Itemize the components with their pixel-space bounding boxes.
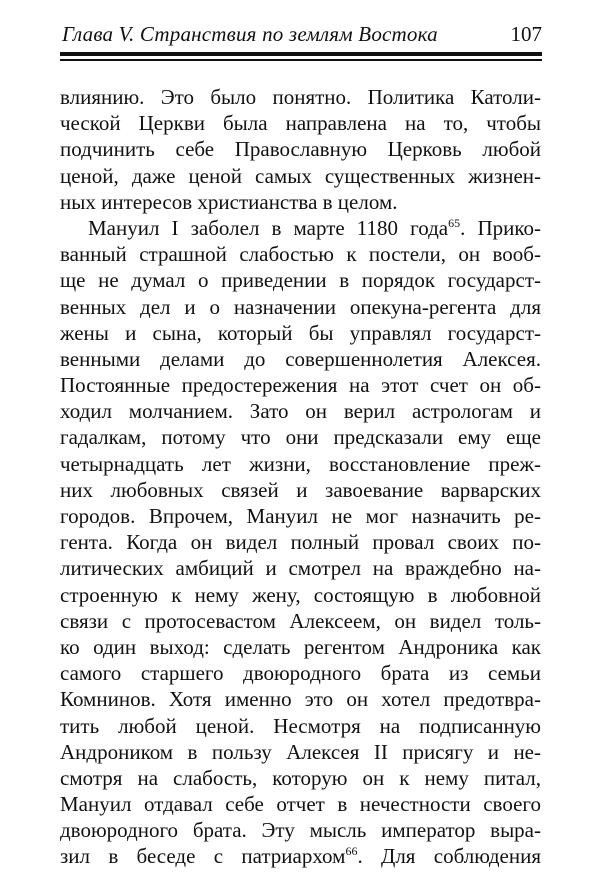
text-line: связи с протосевастом Алексеем, он видел толь- xyxy=(60,608,541,633)
text-line: Комнинов. Хотя именно это он хотел предотвра- xyxy=(60,687,541,712)
text-line: ных интересов христианства в целом. xyxy=(60,189,398,214)
text-segment: . Для соблюдения xyxy=(357,844,541,869)
text-line: подчинить себе Православную Церковь любой xyxy=(60,137,541,162)
paragraph-2 xyxy=(60,215,541,870)
text-line: гента. Когда он видел полный провал своих по- xyxy=(60,530,541,555)
text-line: Постоянные предостережения на этот счет он об- xyxy=(60,373,541,398)
text-line: жены и сына, который бы управлял государст- xyxy=(60,320,541,345)
text-line: влиянию. Это было понятно. Политика Католи- xyxy=(60,85,541,109)
header-rule-thick xyxy=(60,52,542,56)
text-line: смотря на слабость, которую он к нему питал, xyxy=(60,765,541,790)
text-line: четырнадцать лет жизни, восстановление преж- xyxy=(60,451,541,476)
text-line: строенную к нему жену, состоящую в любовной xyxy=(60,582,541,607)
text-line: литических амбиций и смотрел на враждебно на- xyxy=(60,556,541,581)
text-line: них любовных связей и завоевание варварских xyxy=(60,477,541,502)
text-line-first xyxy=(60,215,541,241)
text-line: Мануил отдавал себе отчет в нечестности своего xyxy=(60,792,541,817)
footnote-ref-66: 66 xyxy=(345,844,358,859)
text-line: венными делами до совершеннолетия Алексея. xyxy=(60,346,541,371)
footnote-ref-65: 65 xyxy=(448,215,461,230)
text-line: венных дел и о назначении опекуна-регента для xyxy=(60,294,541,319)
text-line: ческой Церкви была направлена на то, чтобы xyxy=(60,111,541,136)
text-line: гадалкам, потому что они предсказали ему еще xyxy=(60,425,541,450)
text-line: двоюродного брата. Эту мысль император выра- xyxy=(60,818,541,843)
text-segment: зил в беседе с патриархом xyxy=(60,844,346,869)
page-header xyxy=(62,22,542,46)
text-line-final xyxy=(60,843,541,869)
text-segment: . Прико- xyxy=(460,215,541,240)
text-line: ценой, даже ценой самых существенных жизнен- xyxy=(60,163,541,188)
text-line: тить любой ценой. Несмотря на подписанную xyxy=(60,713,541,738)
text-line: городов. Впрочем, Мануил не мог назначить ре- xyxy=(60,504,541,528)
running-head: Глава V. Странствия по землям Востока xyxy=(62,22,438,46)
text-segment: Мануил I заболел в марте 1180 года xyxy=(88,215,449,240)
text-line: ще не думал о приведении в порядок государст- xyxy=(60,268,541,293)
text-line: ванный страшной слабостью к постели, он вооб- xyxy=(60,242,541,267)
body-text xyxy=(60,84,541,870)
text-line: самого старшего двоюродного брата из семьи xyxy=(60,661,541,686)
paragraph-1 xyxy=(60,84,541,215)
header-rule-thin xyxy=(60,59,542,61)
page-number: 107 xyxy=(510,22,542,46)
text-line: ходил молчанием. Зато он верил астрологам и xyxy=(60,399,541,424)
text-line: ко один выход: сделать регентом Андроника как xyxy=(60,634,541,659)
text-line: Андроником в пользу Алексея II присягу и не- xyxy=(60,739,541,764)
